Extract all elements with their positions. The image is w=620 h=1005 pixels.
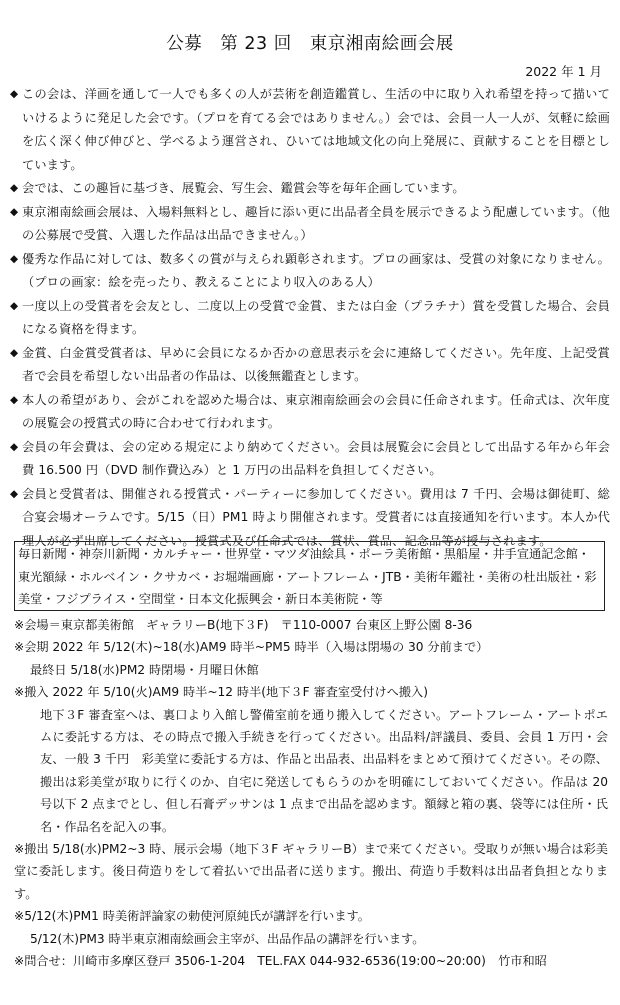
diamond-icon: ◆ bbox=[10, 440, 19, 453]
bullet-item bbox=[10, 389, 610, 436]
bullet-text: 本人の希望があり、会がこれを認めた場合は、東京湘南絵画会の会員に任命されます。任命式は、次年度の展覧会の授賞式の時に合わせて行われます。 bbox=[22, 392, 610, 430]
sponsors-box: 毎日新聞・神奈川新聞・カルチャー・世界堂・マツダ油絵具・ポーラ美術館・黒船屋・井手宣通記念館・東光額緑・ホルベイン・クサカベ・お堀端画廊・アートフレーム・JTB・美術年鑑社・美術の杜出版社・彩美堂・フジプライス・空間堂・日本文化振興会・新日本美術院・等 bbox=[14, 541, 605, 611]
venue-note: ※会場＝東京都美術館 ギャラリーB(地下３F) 〒110-0007 台東区上野公園 8-36 bbox=[14, 618, 473, 632]
last-day-note: 最終日 5/18(水)PM2 時閉場・月曜日休館 bbox=[30, 662, 259, 677]
bullet-text: 一度以上の受賞者を会友とし、二度以上の受賞で金賞、または白金（プラチナ）賞を受賞した場合、会員になる資格を得ます。 bbox=[22, 298, 610, 336]
bullet-text: 金賞、白金賞受賞者は、早めに会員になるか否かの意思表示を会に連絡してください。先年度、上記受賞者で会員を希望しない出品者の作品は、以後無鑑査とします。 bbox=[22, 345, 610, 383]
bullet-text: 会員と受賞者は、開催される授賞式・パーティーに参加してください。費用は 7 千円、会場は御徒町、総合宴会場オーラムです。5/15（日）PM1 時より開催されます。受賞者には直接通知を行います。本人か代理人が必ず出席してください。授賞式及び任命式では、賞状、賞品、記念品等が授与されます。 bbox=[22, 486, 610, 548]
critique-note-1: ※5/12(木)PM1 時美術評論家の勅使河原純氏が講評を行います。 bbox=[14, 909, 370, 924]
diamond-icon: ◆ bbox=[10, 299, 19, 312]
bullet-text: 東京湘南絵画会展は、入場料無料とし、趣旨に添い更に出品者全員を展示できるよう配慮しています。（他の公募展で受賞、入選した作品は出品できません。） bbox=[22, 204, 610, 242]
delivery-in-note: ※搬入 2022 年 5/10(火)AM9 時半~12 時半(地下３F 審査室受付けへ搬入) bbox=[14, 685, 428, 700]
contact-note: ※問合せ：川崎市多摩区登戸 3506-1-204 TEL.FAX 044-932-6536(19:00~20:00) 竹市和昭 bbox=[14, 954, 547, 969]
bullet-text: 会員の年会費は、会の定める規定により納めてください。会員は展覧会に会員として出品する年から年会費 16.500 円（DVD 制作費込み）と 1 万円の出品料を負担してください。 bbox=[22, 439, 610, 477]
bullet-list bbox=[10, 83, 610, 553]
bullet-text: 優秀な作品に対しては、数多くの賞が与えられ顕彰されます。プロの画家は、受賞の対象になりません。（プロの画家：絵を売ったり、教えることにより収入のある人） bbox=[22, 251, 610, 289]
bullet-item bbox=[10, 201, 610, 248]
diamond-icon: ◆ bbox=[10, 252, 19, 265]
period-note: ※会期 2022 年 5/12(木)~18(水)AM9 時半~PM5 時半（入場は閉場の 30 分前まで） bbox=[14, 640, 489, 655]
bullet-text: 会では、この趣旨に基づき、展覧会、写生会、鑑賞会等を毎年企画しています。 bbox=[22, 181, 465, 195]
bullet-item bbox=[10, 436, 610, 483]
bullet-text: この会は、洋画を通して一人でも多くの人が芸術を創造鑑賞し、生活の中に取り入れ希望を持って描いていけるように発足した会です。（プロを育てる会ではありません。）会では、会員一人一人が、気軽に絵画を広く深く伸び伸びと、学べるよう運営され、ひいては地域文化の向上発展に、貢献することを目標としています。 bbox=[22, 87, 610, 172]
issue-date: 2022 年 1 月 bbox=[525, 64, 602, 79]
diamond-icon: ◆ bbox=[10, 346, 19, 359]
diamond-icon: ◆ bbox=[10, 182, 19, 194]
critique-note-2: 5/12(木)PM3 時半東京湘南絵画会主宰が、出品作品の講評を行います。 bbox=[30, 931, 425, 946]
diamond-icon: ◆ bbox=[10, 205, 19, 218]
bullet-item bbox=[10, 177, 610, 201]
delivery-in-detail: 地下３F 審査室へは、裏口より入館し警備室前を通り搬入してください。アートフレーム・アートポエムに委託する方は、その時点で搬入手続きを行ってください。出品料/評議員、委員、会員 1 万円・会友、一般 3 千円 彩美堂に委託する方は、作品と出品表、出品料をまとめて預けてください。その際、搬出は彩美堂が取りに行くのか、自宅に発送してもらうのかを明確にしておいてください。作品は 20 号以下 2 点までとし、但し石膏デッサンは 1 点まで出品を認めます。額縁と箱の裏、袋等には住所・氏名・作品名を記入の事。 bbox=[40, 707, 608, 834]
bullet-item bbox=[10, 248, 610, 295]
bullet-item bbox=[10, 342, 610, 389]
bullet-item bbox=[10, 83, 610, 177]
bullet-item bbox=[10, 295, 610, 342]
diamond-icon: ◆ bbox=[10, 393, 19, 406]
delivery-out-note: ※搬出 5/18(水)PM2~3 時、展示会場（地下３F ギャラリーB）まで来てください。受取りが無い場合は彩美堂に委託します。後日荷造りをして着払いで出品者に送ります。搬出、荷造り手数料は出品者負担となります。 bbox=[14, 842, 608, 901]
page-title: 公募 第 23 回 東京湘南絵画会展 bbox=[166, 34, 454, 54]
event-notes bbox=[14, 614, 608, 973]
diamond-icon: ◆ bbox=[10, 487, 19, 500]
diamond-icon: ◆ bbox=[10, 88, 19, 100]
